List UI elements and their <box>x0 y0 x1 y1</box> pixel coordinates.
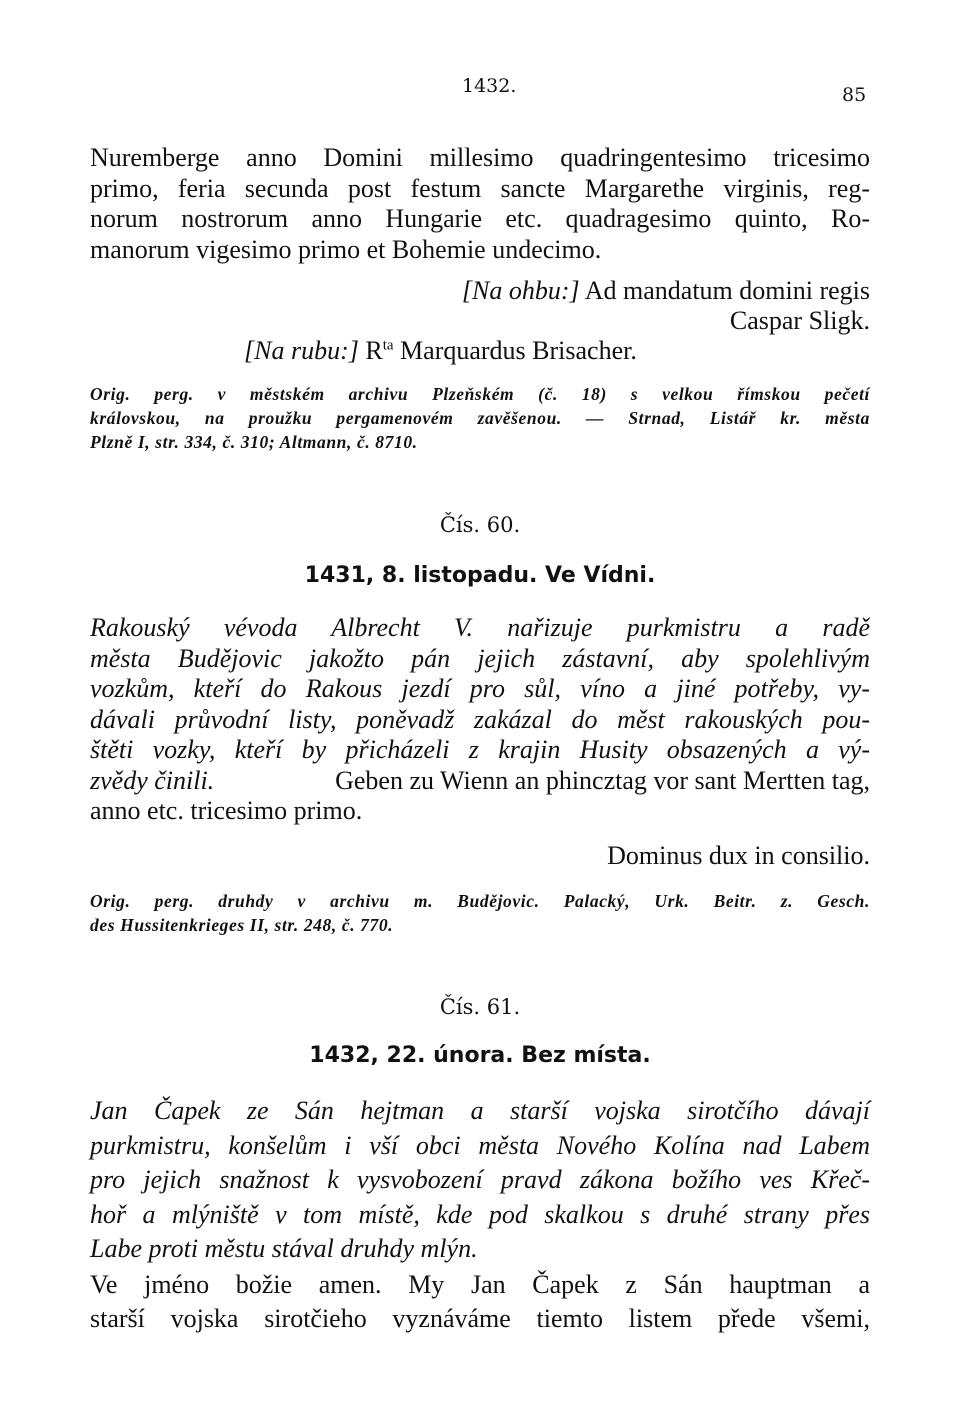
page-number: 85 <box>842 84 867 106</box>
running-head-year: 1432. <box>462 75 517 97</box>
charter-text-start <box>90 1268 870 1336</box>
endorsement-line <box>462 276 870 306</box>
charter-text-start: Geben zu Wienn an phincztag vor sant Mertten tag, <box>335 765 870 795</box>
text-line: primo, feria secunda post festum sancte Margarethe virginis, reg- <box>90 173 870 203</box>
document-number: Čís. 61. <box>439 995 521 1019</box>
source-note <box>90 889 870 937</box>
summary-line: Rakouský vévoda Albrecht V. nařizuje purkmistru a radě <box>90 613 870 642</box>
note-line: Plzně I, str. 334, č. 310; Altmann, č. 8710. <box>90 432 418 452</box>
endorsement-label: [Na ohbu:] <box>461 276 580 305</box>
text-line: Nuremberge anno Domini millesimo quadringentesimo tricesimo <box>90 143 870 172</box>
summary-line: Jan Čapek ze Sán hejtman a starší vojska sirotčího dávají <box>90 1096 870 1125</box>
summary-line: hoř a mlýniště v tom místě, kde pod skalkou s druhé strany přes <box>90 1199 870 1229</box>
note-line: Orig. perg. druhdy v archivu m. Budějovic. Palacký, Urk. Beitr. z. Gesch. <box>90 891 870 911</box>
text-line: starší vojska sirotčieho vyznáváme tiemto listem přede všemi, <box>90 1304 870 1333</box>
note-line: des Hussitenkrieges II, str. 248, č. 770. <box>90 915 394 935</box>
endorsement-text: Ad mandatum domini regis <box>584 276 870 305</box>
text-line: norum nostrorum anno Hungarie etc. quadragesimo quinto, Ro- <box>90 204 870 233</box>
document-summary <box>90 613 870 827</box>
endorsement-signer: Caspar Sligk. <box>729 306 870 335</box>
text-line: anno etc. tricesimo primo. <box>90 796 363 825</box>
endorsement-text: Marquardus Brisacher. <box>400 336 637 365</box>
note-line: královskou, na proužku pergamenovém zavěšenou. — Strnad, Listář kr. města <box>90 408 870 428</box>
endorsement-label: [Na rubu:] <box>244 336 359 365</box>
summary-line: štěti vozky, kteří by přicházeli z krajin Husity obsazených a vý- <box>90 735 870 764</box>
document-number: Čís. 60. <box>439 513 521 537</box>
charter-text-end <box>90 143 870 265</box>
document-heading: 1431, 8. listopadu. Ve Vídni. <box>304 563 656 588</box>
signature: Dominus dux in consilio. <box>607 841 870 870</box>
source-note <box>90 382 870 454</box>
note-line: Orig. perg. v městském archivu Plzeňském (č. 18) s velkou římskou pečetí <box>90 384 870 404</box>
summary-end: zvědy činili. <box>90 765 215 795</box>
endorsement-line <box>244 336 637 366</box>
registrator: $R^{ta}$ <box>365 336 394 365</box>
document-summary <box>90 1094 870 1267</box>
summary-line: Labe proti městu stával druhdy mlýn. <box>90 1234 478 1263</box>
summary-line: dávali průvodní listy, poněvadž zakázal do měst rakouských pou- <box>90 704 870 734</box>
text-line: Ve jméno božie amen. My Jan Čapek z Sán hauptman a <box>90 1270 870 1299</box>
document-heading: 1432, 22. února. Bez místa. <box>309 1043 651 1068</box>
summary-line: pro jejich snažnost k vysvobození pravd zákona božího ves Křeč- <box>90 1165 870 1194</box>
summary-line: vozkům, kteří do Rakous jezdí pro sůl, víno a jiné potřeby, vy- <box>90 674 870 703</box>
summary-line <box>90 766 870 797</box>
text-line: manorum vigesimo primo et Bohemie undecimo. <box>90 234 602 264</box>
summary-line: purkmistru, konšelům i vší obci města Nového Kolína nad Labem <box>90 1130 870 1160</box>
summary-line: města Budějovic jakožto pán jejich zástavní, aby spolehlivým <box>90 643 870 673</box>
